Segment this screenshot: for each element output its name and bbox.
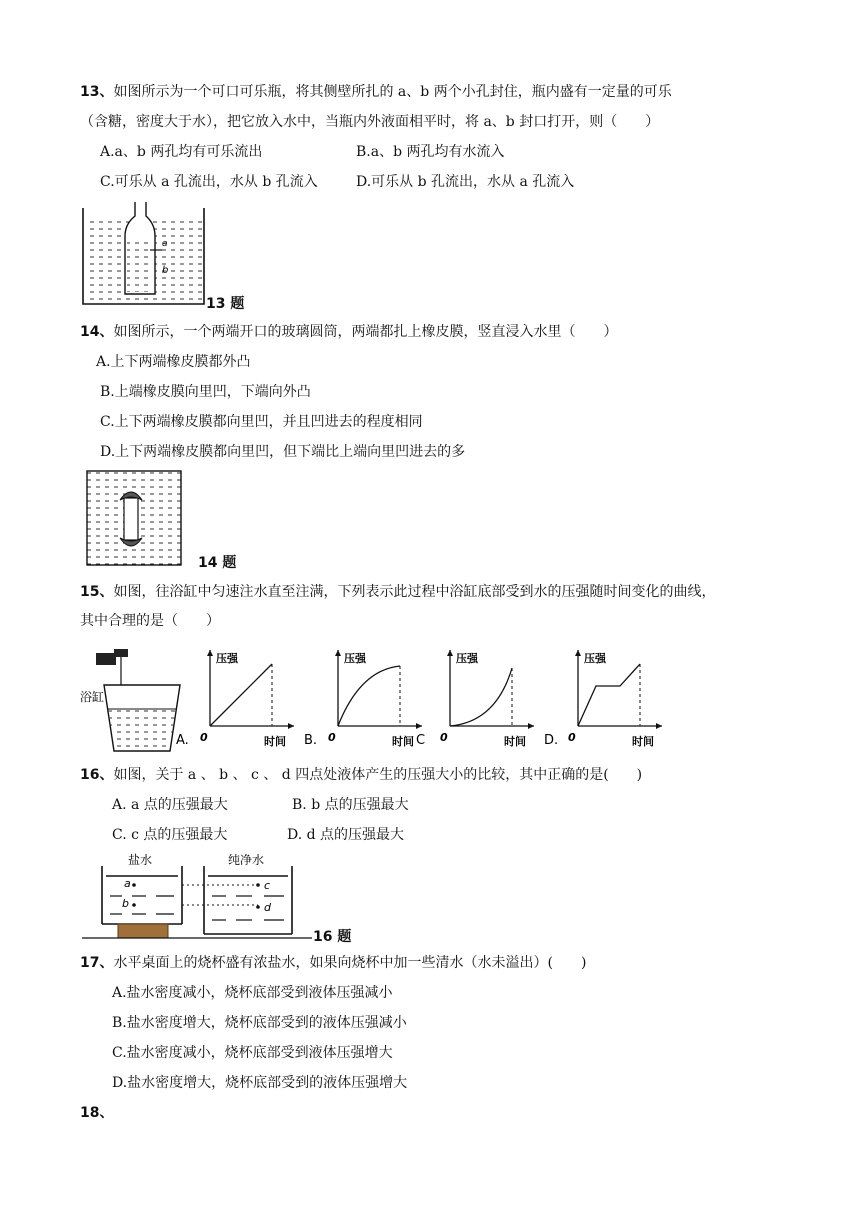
q15-graph-b-origin: 0 bbox=[328, 731, 336, 744]
q14-option-a: A.上下两端橡皮膜都外凸 bbox=[96, 354, 251, 370]
q16-stem: 16、如图，关于 a 、 b 、 c 、 d 四点处液体产生的压强大小的比较，其中正确的是( ) bbox=[80, 767, 643, 783]
q16-option-d: D. d 点的压强最大 bbox=[287, 827, 405, 843]
q14-figure-caption: 14 题 bbox=[198, 555, 237, 571]
q15-graph-d-xlabel: 时间 bbox=[632, 735, 654, 748]
q15-graph-d-curve bbox=[578, 664, 640, 726]
q15-graph-a-x-arrow bbox=[288, 723, 294, 729]
q16-figure-caption: 16 题 bbox=[313, 929, 352, 945]
q15-graph-c-curve bbox=[450, 668, 512, 726]
q15-graph-b-y-arrow bbox=[335, 650, 341, 656]
q15-option-c-label: C bbox=[416, 733, 426, 748]
q13-number: 13、 bbox=[80, 84, 114, 100]
q16-beakers-figure bbox=[82, 852, 322, 942]
q14-number: 14、 bbox=[80, 324, 114, 340]
q16-option-c: C. c 点的压强最大 bbox=[112, 827, 228, 843]
q13-option-b: B.a、b 两孔均有水流入 bbox=[356, 144, 505, 160]
q16-point-c-label: c bbox=[264, 879, 271, 892]
q14-option-d: D.上下两端橡皮膜都向里凹，但下端比上端向里凹进去的多 bbox=[100, 444, 466, 460]
q14-glass-tube-figure bbox=[86, 470, 186, 566]
q14-option-b: B.上端橡皮膜向里凹，下端向外凸 bbox=[100, 384, 311, 400]
q15-graph-d-y-arrow bbox=[575, 650, 581, 656]
q15-graph-b-ylabel: 压强 bbox=[344, 652, 366, 665]
q13-stem-line2: （含糖，密度大于水），把它放入水中，当瓶内外液面相平时，将 a、b 封口打开，则（ ） bbox=[80, 114, 660, 130]
q14-stem: 14、如图所示，一个两端开口的玻璃圆筒，两端都扎上橡皮膜，竖直浸入水里（ ） bbox=[80, 324, 618, 340]
q13-option-d: D.可乐从 b 孔流出，水从 a 孔流入 bbox=[356, 174, 575, 190]
q15-option-d-label: D. bbox=[544, 733, 559, 748]
q13-stem-line1: 13、如图所示为一个可口可乐瓶，将其侧壁所扎的 a、b 两个小孔封住，瓶内盛有一定量的可乐 bbox=[80, 84, 672, 100]
q15-option-b-label: B. bbox=[304, 733, 318, 748]
q13-bottle-in-water-figure bbox=[80, 198, 210, 308]
q15-stem-line2: 其中合理的是（ ） bbox=[80, 613, 220, 629]
q15-graph-c-origin: 0 bbox=[440, 731, 448, 744]
q13-hole-b-label: b bbox=[162, 265, 169, 276]
q17-number: 17、 bbox=[80, 955, 114, 971]
q15-graph-d-ylabel: 压强 bbox=[584, 652, 606, 665]
q17-option-b: B.盐水密度增大，烧杯底部受到的液体压强减小 bbox=[112, 1015, 407, 1031]
q16-option-b: B. b 点的压强最大 bbox=[292, 797, 409, 813]
q15-graph-b-xlabel: 时间 bbox=[392, 735, 414, 748]
q15-graph-c-xlabel: 时间 bbox=[504, 735, 526, 748]
q17-option-c: C.盐水密度减小，烧杯底部受到液体压强增大 bbox=[112, 1045, 393, 1061]
q16-point-b-label: b bbox=[122, 897, 129, 910]
q17-option-d: D.盐水密度增大，烧杯底部受到的液体压强增大 bbox=[112, 1075, 408, 1091]
q17-stem: 17、水平桌面上的烧杯盛有浓盐水，如果向烧杯中加一些清水（水未溢出）( ) bbox=[80, 955, 587, 971]
q15-bathtub-figure bbox=[80, 645, 180, 753]
q15-graph-a-origin: 0 bbox=[200, 731, 208, 744]
q16-number: 16、 bbox=[80, 767, 114, 783]
q16-option-a: A. a 点的压强最大 bbox=[112, 797, 228, 813]
q16-point-d-label: d bbox=[264, 901, 271, 914]
q15-stem-line1: 15、如图，往浴缸中匀速注水直至注满，下列表示此过程中浴缸底部受到水的压强随时间变化的曲线， bbox=[80, 584, 716, 600]
q15-graph-c-y-arrow bbox=[447, 650, 453, 656]
q13-figure-caption: 13 题 bbox=[206, 296, 245, 312]
q15-graph-d-x-arrow bbox=[656, 723, 662, 729]
q15-graph-a-ylabel: 压强 bbox=[216, 652, 238, 665]
q15-graph-c-x-arrow bbox=[528, 723, 534, 729]
q14-option-c: C.上下两端橡皮膜都向里凹，并且凹进去的程度相同 bbox=[100, 414, 423, 430]
q16-pure-water-label: 纯净水 bbox=[228, 853, 265, 867]
q18-number: 18、 bbox=[80, 1105, 114, 1121]
q15-graph-a-xlabel: 时间 bbox=[264, 735, 286, 748]
q15-pressure-graphs bbox=[174, 642, 694, 752]
q16-point-a-label: a bbox=[124, 877, 131, 890]
q15-number: 15、 bbox=[80, 584, 114, 600]
q13-hole-a-label: a bbox=[162, 239, 168, 249]
q15-graph-c-ylabel: 压强 bbox=[456, 652, 478, 665]
q15-option-a-label: A. bbox=[176, 733, 189, 748]
q15-graph-d-origin: 0 bbox=[568, 731, 576, 744]
q13-option-c: C.可乐从 a 孔流出，水从 b 孔流入 bbox=[100, 174, 318, 190]
q17-option-a: A.盐水密度减小，烧杯底部受到液体压强减小 bbox=[112, 985, 393, 1001]
q15-graph-a-curve bbox=[210, 664, 272, 726]
q15-graph-b-curve bbox=[338, 666, 400, 726]
q15-graph-a-y-arrow bbox=[207, 650, 213, 656]
q13-option-a: A.a、b 两孔均有可乐流出 bbox=[100, 144, 263, 160]
q16-salt-water-label: 盐水 bbox=[128, 853, 153, 867]
q15-tub-label: 浴缸 bbox=[80, 690, 105, 704]
q15-graph-b-x-arrow bbox=[416, 723, 422, 729]
